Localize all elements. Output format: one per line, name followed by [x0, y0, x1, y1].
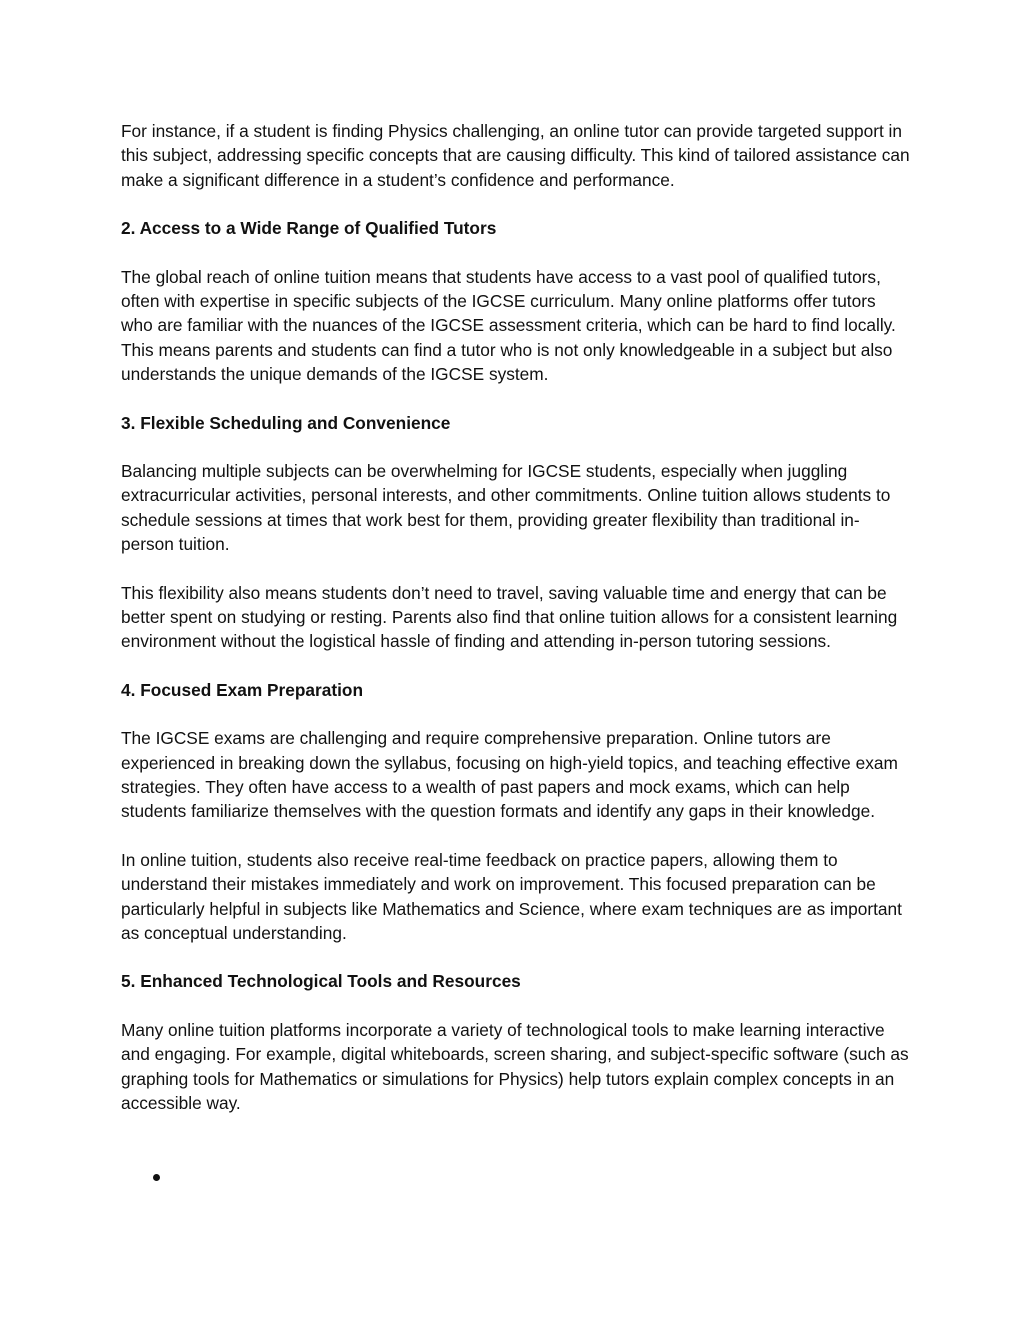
paragraph-flexible-scheduling-2: This flexibility also means students don’t need to travel, saving valuable time and energy that can be better spent on studying or resting. Parents also find that online tuition allows for a consistent learning environment without the logistical hassle of finding and attending in-person tutoring sessions. [121, 582, 898, 652]
paragraph-personalized-support: For instance, if a student is finding Physics challenging, an online tutor can provide targeted support in this subject, addressing specific concepts that are causing difficulty. This kind of tailored assistance can make a significant difference in a student’s confidence and performance. [121, 121, 910, 190]
paragraph-qualified-tutors: The global reach of online tuition means that students have access to a vast pool of qualified tutors, often with expertise in specific subjects of the IGCSE curriculum. Many online platforms offer tutors who are familiar with the nuances of the IGCSE assessment criteria, which can be hard to find locally. This means parents and students can find a tutor who is not only knowledgeable in a subject but also understands the unique demands of the IGCSE system. [121, 266, 896, 384]
empty-bullet-point [153, 1174, 160, 1181]
heading-qualified-tutors: 2. Access to a Wide Range of Qualified Tutors [121, 218, 497, 239]
heading-exam-preparation: 4. Focused Exam Preparation [121, 679, 364, 700]
paragraph-exam-preparation-1: The IGCSE exams are challenging and require comprehensive preparation. Online tutors are experienced in breaking down the syllabus, focusing on high-yield topics, and teaching effective exam strategies. They often have access to a wealth of past papers and mock exams, which can help students familiarize themselves with the question formats and identify any gaps in their knowledge. [121, 728, 898, 822]
paragraph-exam-preparation-2: In online tuition, students also receive real-time feedback on practice papers, allowing them to understand their mistakes immediately and work on improvement. This focused preparation can be particularly helpful in subjects like Mathematics and Science, where exam techniques are as important as conceptual understanding. [121, 849, 902, 943]
paragraph-flexible-scheduling-1: Balancing multiple subjects can be overwhelming for IGCSE students, especially when juggling extracurricular activities, personal interests, and other commitments. Online tuition allows students to schedule sessions at times that work best for them, providing greater flexibility than traditional in-person tuition. [121, 461, 891, 555]
heading-technological-tools: 5. Enhanced Technological Tools and Resources [121, 971, 521, 992]
heading-flexible-scheduling: 3. Flexible Scheduling and Convenience [121, 412, 451, 433]
paragraph-technological-tools: Many online tuition platforms incorporate a variety of technological tools to make learning interactive and engaging. For example, digital whiteboards, screen sharing, and subject-specific software (such as graphing tools for Mathematics or simulations for Physics) help tutors explain complex concepts in an accessible way. [121, 1019, 909, 1113]
document-page [121, 119, 911, 1139]
